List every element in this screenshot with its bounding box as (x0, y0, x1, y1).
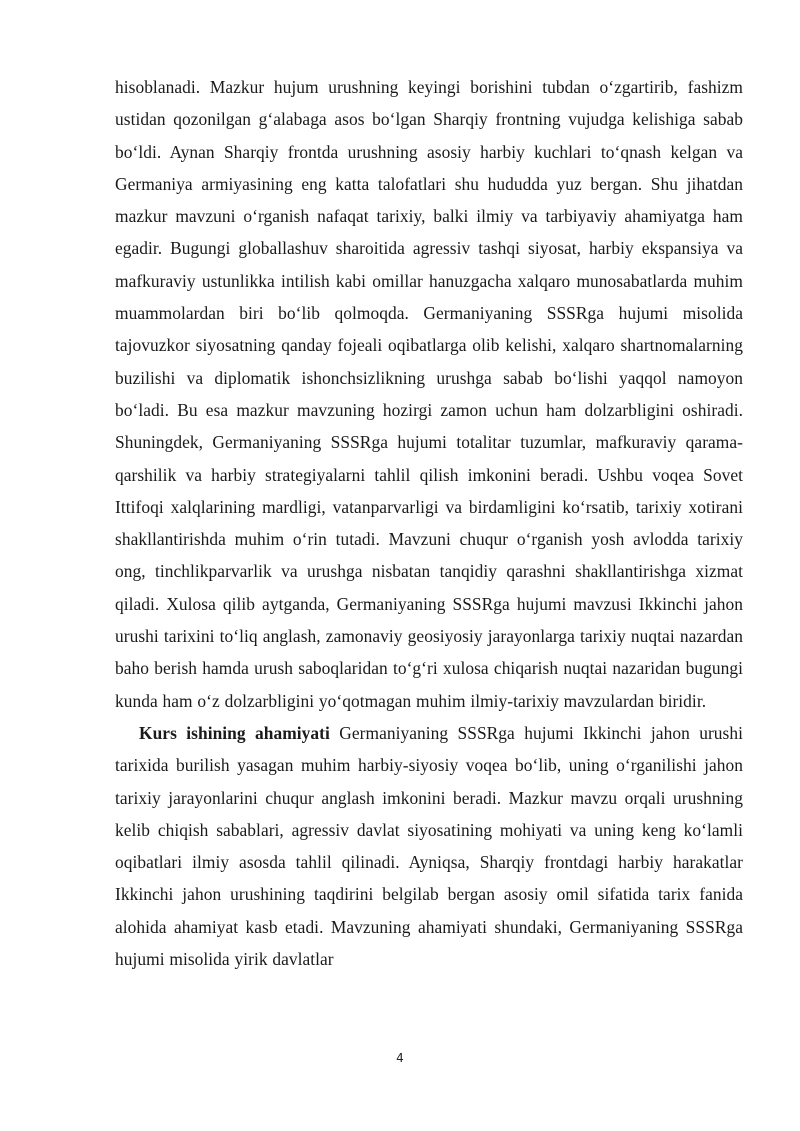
page-number: 4 (396, 1051, 404, 1065)
body-paragraph-1: hisoblanadi. Mazkur hujum urushning keyingi borishini tubdan o‘zgartirib, fashizm ustidan qozonilgan g‘alabaga asos bo‘lgan Sharqiy frontning vujudga kelishiga sabab bo‘ldi. Aynan Sharqiy frontda urushning asosiy harbiy kuchlari to‘qnash kelgan va Germaniya armiyasining eng katta talofatlari shu hududda yuz bergan. Shu jihatdan mazkur mavzuni o‘rganish nafaqat tarixiy, balki ilmiy va tarbiyaviy ahamiyatga ham egadir. Bugungi globallashuv sharoitida agressiv tashqi siyosat, harbiy ekspansiya va mafkuraviy ustunlikka intilish kabi omillar hanuzgacha xalqaro munosabatlarda muhim muammolardan biri bo‘lib qolmoqda. Germaniyaning SSSRga hujumi misolida tajovuzkor siyosatning qanday fojeali oqibatlarga olib kelishi, xalqaro shartnomalarning buzilishi va diplomatik ishonchsizlikning urushga sabab bo‘lishi yaqqol namoyon bo‘ladi. Bu esa mazkur mavzuning hozirgi zamon uchun ham dolzarbligini oshiradi. Shuningdek, Germaniyaning SSSRga hujumi totalitar tuzumlar, mafkuraviy qarama-qarshilik va harbiy strategiyalarni tahlil qilish imkonini beradi. Ushbu voqea Sovet Ittifoqi xalqlarining mardligi, vatanparvarligi va birdamligini ko‘rsatib, tarixiy xotirani shakllantirishda muhim o‘rin tutadi. Mavzuni chuqur o‘rganish yosh avlodda tarixiy ong, tinchlikparvarlik va urushga nisbatan tanqidiy qarashni shakllantirishga xizmat qiladi. Xulosa qilib aytganda, Germaniyaning SSSRga hujumi mavzusi Ikkinchi jahon urushi tarixini to‘liq anglash, zamonaviy geosiyosiy jarayonlarga tarixiy nuqtai nazardan baho berish hamda urush saboqlaridan to‘g‘ri xulosa chiqarish nuqtai nazaridan bugungi kunda ham o‘z dolzarbligini yo‘qotmagan muhim ilmiy-tarixiy mavzulardan biridir. (115, 77, 743, 711)
paragraph-lead-heading: Kurs ishining ahamiyati (139, 722, 330, 743)
paragraph-2-text: Germaniyaning SSSRga hujumi Ikkinchi jahon urushi tarixida burilish yasagan muhim harbiy-siyosiy voqea bo‘lib, uning o‘rganilishi jahon tarixiy jarayonlarini chuqur anglash imkonini beradi. Mazkur mavzu orqali urushning kelib chiqish sabablari, agressiv davlat siyosatining mohiyati va uning keng ko‘lamli oqibatlari ilmiy asosda tahlil qilinadi. Ayniqsa, Sharqiy frontdagi harbiy harakatlar Ikkinchi jahon urushining taqdirini belgilab bergan asosiy omil sifatida tarix fanida alohida ahamiyat kasb etadi. Mavzuning ahamiyati shundaki, Germaniyaning SSSRga hujumi misolida yirik davlatlar (115, 722, 743, 970)
document-page (115, 71, 743, 975)
body-paragraph-2 (115, 717, 743, 975)
